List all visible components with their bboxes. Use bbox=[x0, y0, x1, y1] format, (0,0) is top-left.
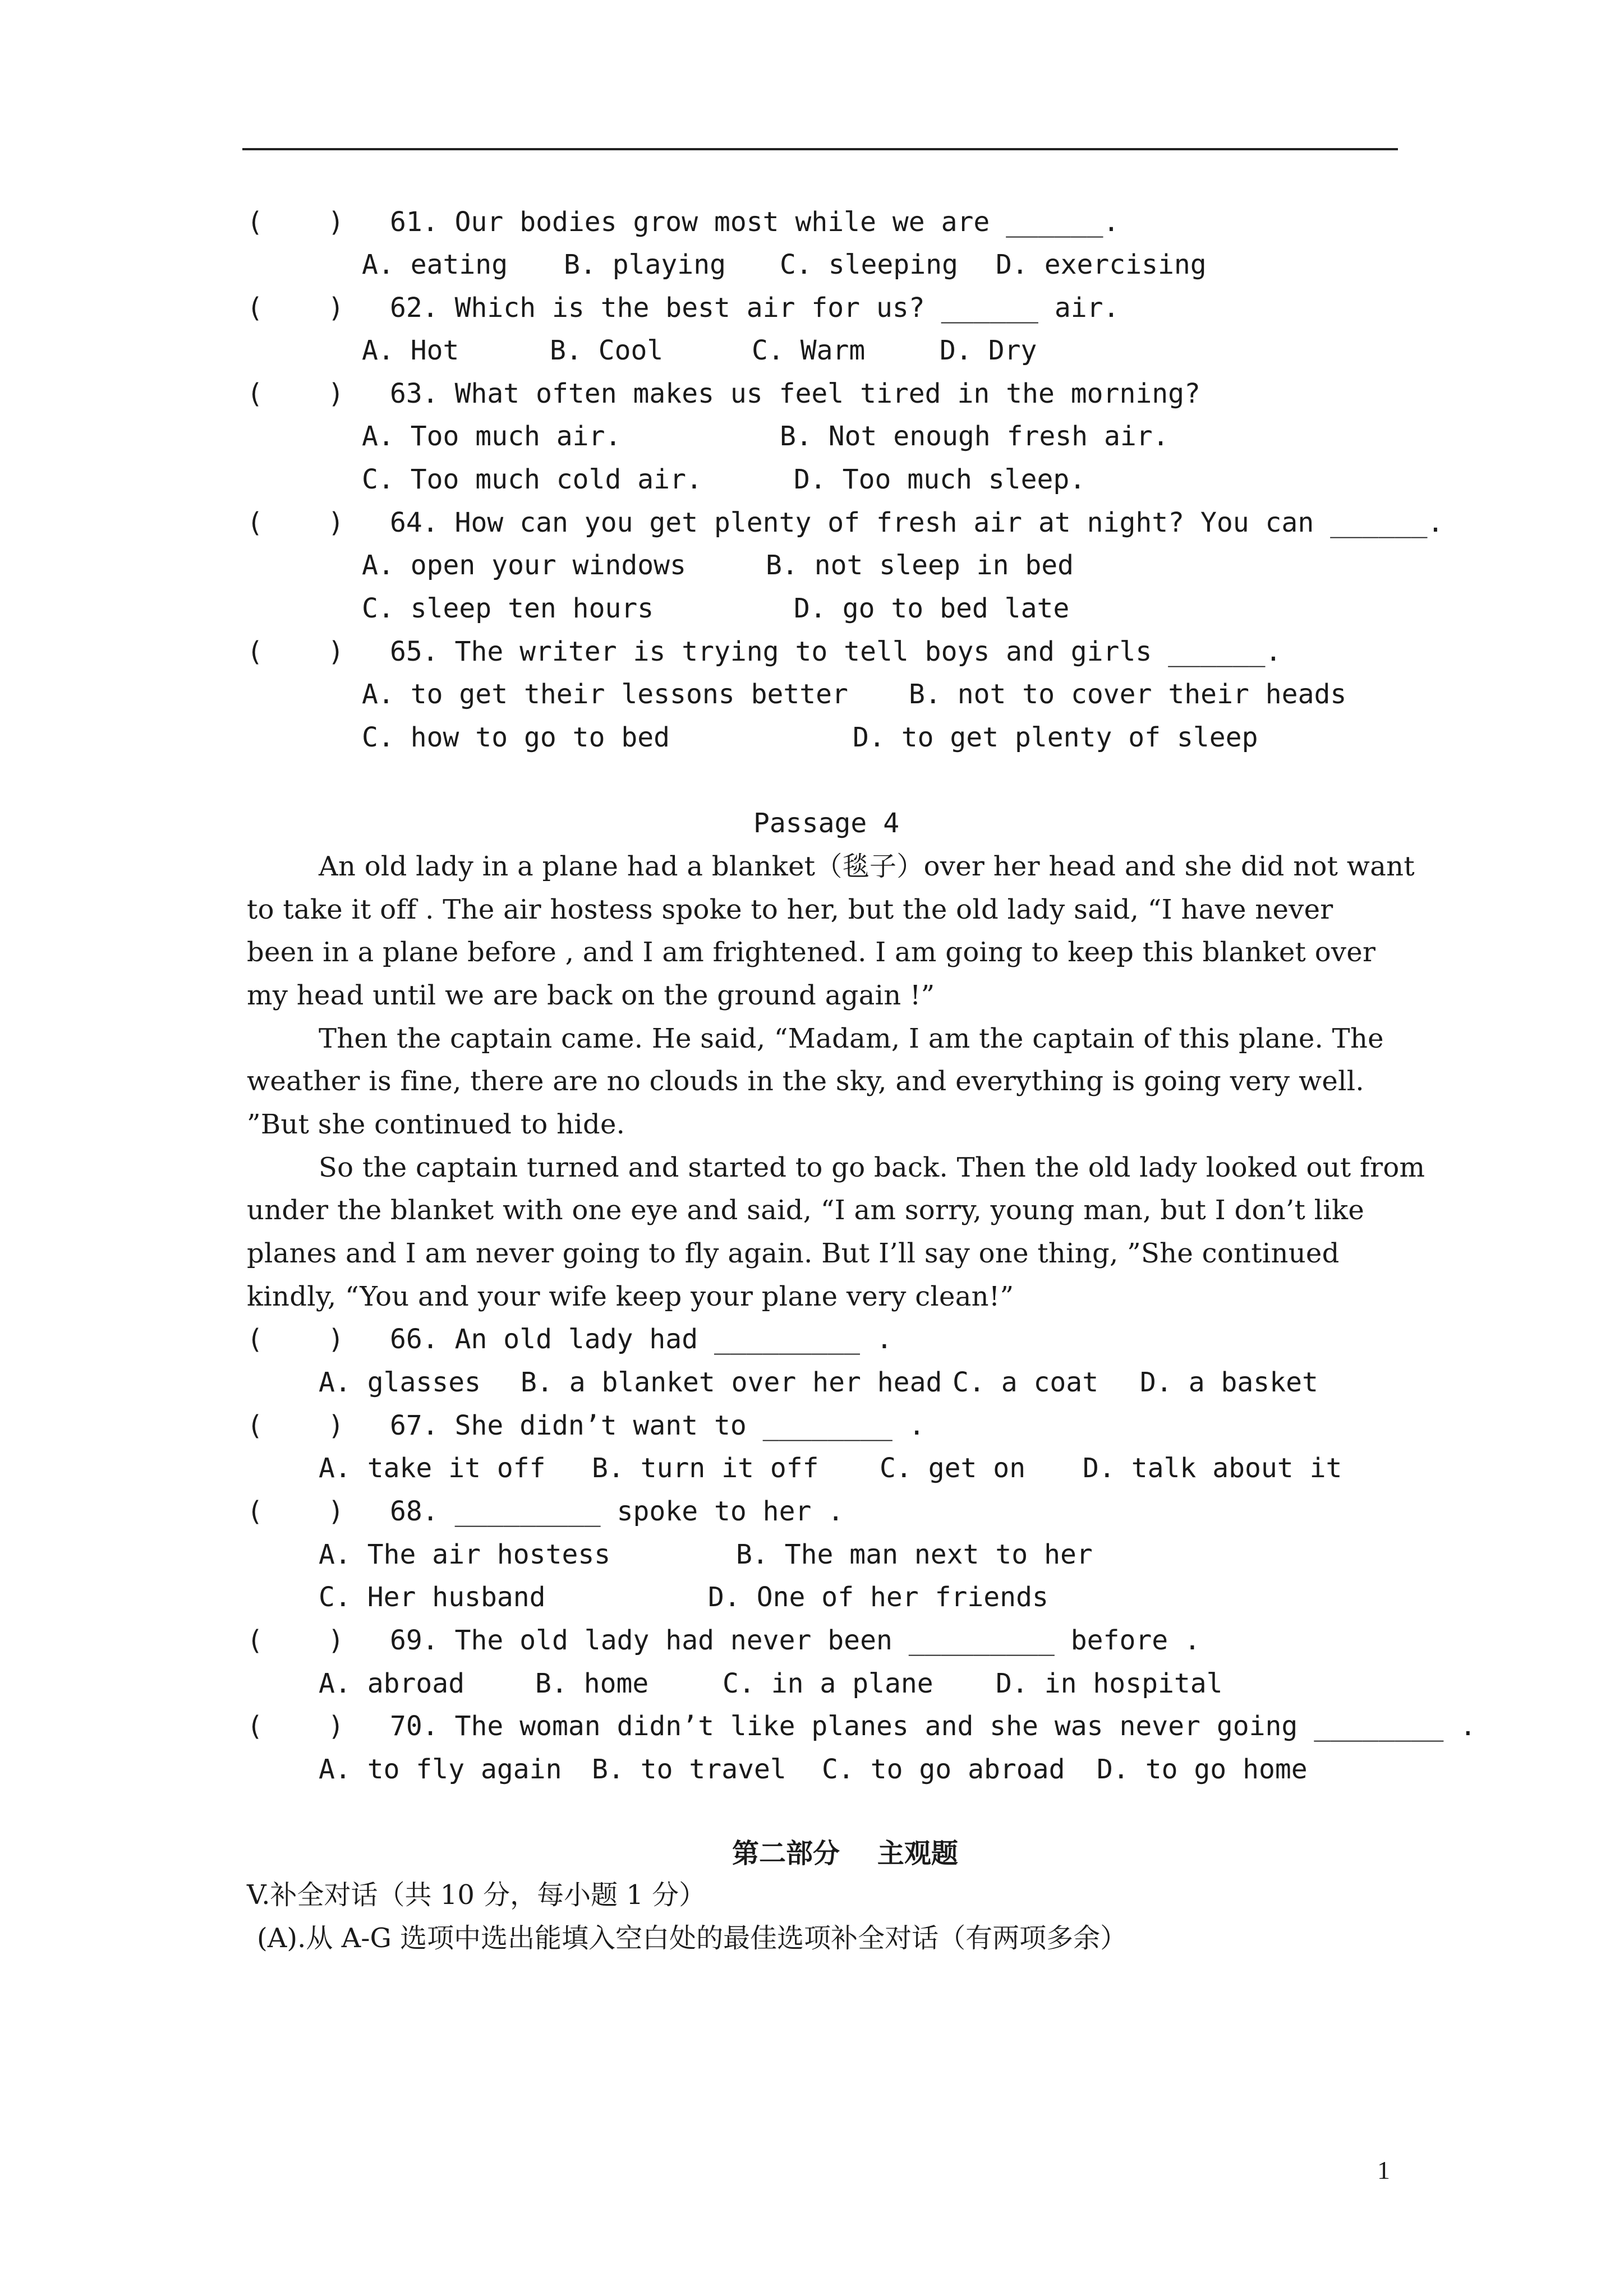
question-67 bbox=[390, 1412, 925, 1439]
question-61 bbox=[390, 206, 1120, 238]
option-63c: C. Too much cold air. bbox=[362, 464, 702, 495]
question-number: 65. bbox=[390, 636, 439, 667]
question-69 bbox=[390, 1627, 1200, 1654]
option-66d: D. a basket bbox=[1140, 1367, 1318, 1398]
question-number: 63. bbox=[390, 378, 439, 409]
section-instruction: (A).从 A-G 选项中选出能填入空白处的最佳选项补全对话（有两项多余） bbox=[257, 1922, 1128, 1954]
answer-paren: ( ) bbox=[247, 292, 344, 324]
question-stem: An old lady had _________ . bbox=[454, 1324, 892, 1355]
option-67b: B. turn it off bbox=[592, 1453, 819, 1484]
answer-paren: ( ) bbox=[247, 636, 344, 667]
page-number: 1 bbox=[1377, 2156, 1390, 2184]
option-66b: B. a blanket over her head bbox=[521, 1367, 942, 1398]
question-stem: The old lady had never been _________ before . bbox=[454, 1625, 1200, 1656]
passage-line: under the blanket with one eye and said, “I am sorry, young man, but I don’t like bbox=[247, 1195, 1365, 1226]
option-62c: C. Warm bbox=[752, 335, 866, 366]
option-64b: B. not sleep in bed bbox=[766, 550, 1074, 581]
question-stem: How can you get plenty of fresh air at night? You can ______. bbox=[454, 507, 1444, 538]
option-63a: A. Too much air. bbox=[362, 421, 622, 452]
question-62 bbox=[390, 292, 1120, 324]
option-70d: D. to go home bbox=[1097, 1754, 1308, 1785]
option-69b: B. home bbox=[535, 1668, 649, 1699]
option-61a: A. eating bbox=[362, 249, 508, 280]
question-stem: Which is the best air for us? ______ air. bbox=[454, 292, 1120, 324]
passage-line: An old lady in a plane had a blanket（毯子）over her head and she did not want bbox=[319, 851, 1415, 882]
answer-paren: ( ) bbox=[247, 1496, 344, 1527]
option-68b: B. The man next to her bbox=[736, 1539, 1093, 1570]
option-69d: D. in hospital bbox=[996, 1668, 1223, 1699]
answer-paren: ( ) bbox=[247, 206, 344, 238]
passage-title: Passage 4 bbox=[753, 808, 900, 839]
option-62a: A. Hot bbox=[362, 335, 459, 366]
question-number: 62. bbox=[390, 292, 439, 324]
question-70 bbox=[390, 1713, 1476, 1740]
passage-line: Then the captain came. He said, “Madam, I am the captain of this plane. The bbox=[319, 1023, 1384, 1054]
question-stem: The woman didn’t like planes and she was never going ________ . bbox=[454, 1711, 1476, 1742]
option-65c: C. how to go to bed bbox=[362, 722, 670, 753]
answer-paren: ( ) bbox=[247, 1324, 344, 1355]
option-65b: B. not to cover their heads bbox=[909, 679, 1347, 710]
option-68d: D. One of her friends bbox=[708, 1582, 1048, 1613]
option-67c: C. get on bbox=[880, 1453, 1026, 1484]
question-number: 66. bbox=[390, 1324, 439, 1355]
question-stem: The writer is trying to tell boys and girls ______. bbox=[454, 636, 1282, 667]
question-number: 69. bbox=[390, 1625, 439, 1656]
question-number: 61. bbox=[390, 206, 439, 238]
option-67a: A. take it off bbox=[319, 1453, 546, 1484]
header-rule bbox=[242, 148, 1398, 150]
option-69c: C. in a plane bbox=[723, 1668, 933, 1699]
option-66c: C. a coat bbox=[953, 1367, 1099, 1398]
option-67d: D. talk about it bbox=[1083, 1453, 1342, 1484]
section-heading: V.补全对话（共 10 分，每小题 1 分） bbox=[247, 1879, 706, 1911]
part-heading: 第二部分 主观题 bbox=[732, 1838, 958, 1869]
answer-paren: ( ) bbox=[247, 1410, 344, 1441]
option-65a: A. to get their lessons better bbox=[362, 679, 848, 710]
option-61d: D. exercising bbox=[996, 249, 1207, 280]
option-64c: C. sleep ten hours bbox=[362, 593, 654, 624]
answer-paren: ( ) bbox=[247, 1711, 344, 1742]
option-70c: C. to go abroad bbox=[822, 1754, 1065, 1785]
question-stem: What often makes us feel tired in the morning? bbox=[454, 378, 1200, 409]
answer-paren: ( ) bbox=[247, 507, 344, 538]
passage-line: been in a plane before , and I am frightened. I am going to keep this blanket over bbox=[247, 937, 1376, 968]
option-64a: A. open your windows bbox=[362, 550, 686, 581]
question-68 bbox=[390, 1498, 844, 1525]
question-number: 64. bbox=[390, 507, 439, 538]
passage-line: kindly, “You and your wife keep your plane very clean!” bbox=[247, 1281, 1014, 1312]
option-63d: D. Too much sleep. bbox=[794, 464, 1086, 495]
question-number: 67. bbox=[390, 1410, 439, 1441]
question-number: 68. bbox=[390, 1496, 439, 1527]
passage-line: my head until we are back on the ground again !” bbox=[247, 980, 935, 1011]
question-63 bbox=[390, 380, 1200, 407]
option-70a: A. to fly again bbox=[319, 1754, 562, 1785]
option-69a: A. abroad bbox=[319, 1668, 465, 1699]
option-62d: D. Dry bbox=[940, 335, 1037, 366]
question-number: 70. bbox=[390, 1711, 439, 1742]
question-65 bbox=[390, 638, 1281, 665]
option-63b: B. Not enough fresh air. bbox=[780, 421, 1169, 452]
answer-paren: ( ) bbox=[247, 378, 344, 409]
option-65d: D. to get plenty of sleep bbox=[853, 722, 1258, 753]
question-66 bbox=[390, 1326, 892, 1353]
passage-line: ”But she continued to hide. bbox=[247, 1109, 625, 1140]
passage-line: to take it off . The air hostess spoke to her, but the old lady said, “I have never bbox=[247, 894, 1333, 925]
option-70b: B. to travel bbox=[592, 1754, 786, 1785]
option-62b: B. Cool bbox=[550, 335, 664, 366]
option-68a: A. The air hostess bbox=[319, 1539, 611, 1570]
option-68c: C. Her husband bbox=[319, 1582, 546, 1613]
passage-line: So the captain turned and started to go back. Then the old lady looked out from bbox=[319, 1152, 1425, 1183]
question-stem: _________ spoke to her . bbox=[454, 1496, 844, 1527]
option-66a: A. glasses bbox=[319, 1367, 481, 1398]
passage-line: weather is fine, there are no clouds in the sky, and everything is going very well. bbox=[247, 1066, 1364, 1097]
option-64d: D. go to bed late bbox=[794, 593, 1070, 624]
answer-paren: ( ) bbox=[247, 1625, 344, 1656]
option-61b: B. playing bbox=[564, 249, 726, 280]
option-61c: C. sleeping bbox=[780, 249, 958, 280]
question-64 bbox=[390, 509, 1443, 536]
question-stem: She didn’t want to ________ . bbox=[454, 1410, 925, 1441]
question-stem: Our bodies grow most while we are ______. bbox=[454, 206, 1120, 238]
passage-line: planes and I am never going to fly again. But I’ll say one thing, ”She continued bbox=[247, 1238, 1340, 1269]
